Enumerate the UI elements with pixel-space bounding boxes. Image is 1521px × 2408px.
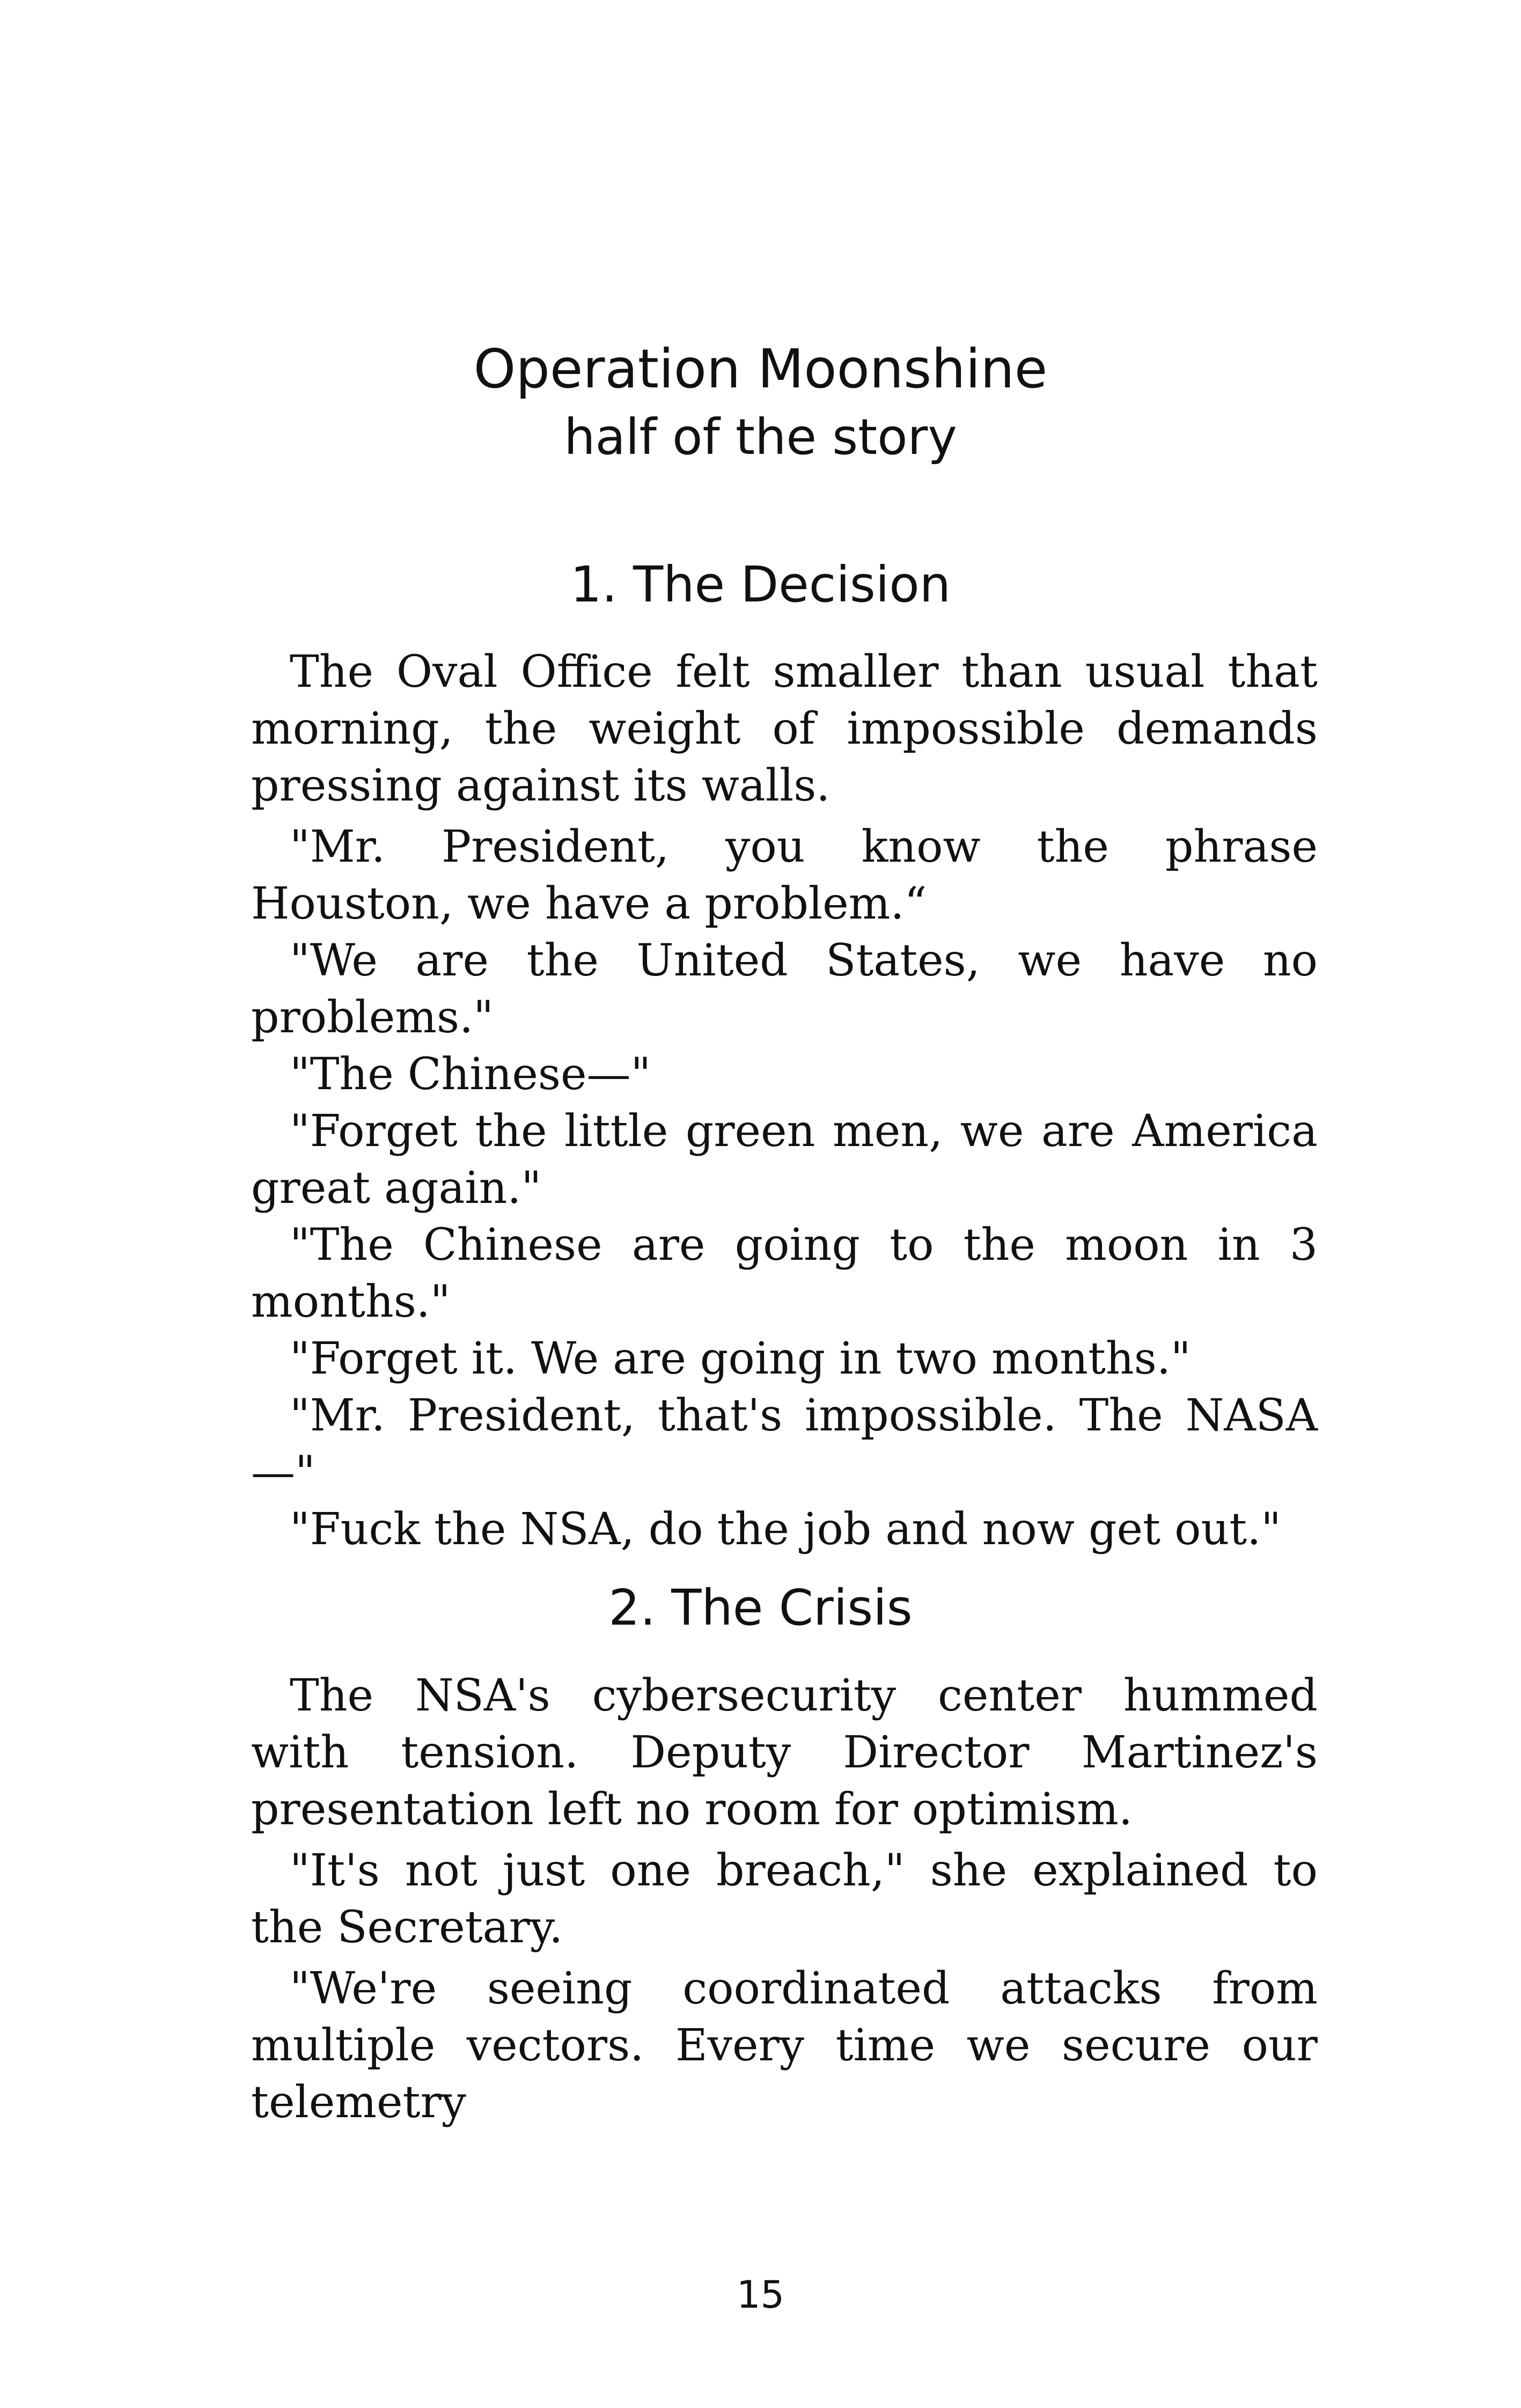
chapter-1-heading: 1. The Decision — [570, 556, 951, 613]
paragraph: "Mr. President, that's impossible. The NASA—" — [251, 1390, 1318, 1498]
paragraph: "The Chinese are going to the moon in 3 months." — [251, 1220, 1318, 1327]
book-subtitle: half of the story — [564, 408, 957, 466]
paragraph: "We're seeing coordinated attacks from multiple vectors. Every time we secure our telemetry — [251, 1963, 1318, 2128]
paragraph: The NSA's cybersecurity center hummed with tension. Deputy Director Martinez's presentation left no room for optimism. — [251, 1670, 1318, 1835]
chapter-2-body — [251, 1668, 1318, 2131]
chapter-1-body — [251, 644, 1318, 1558]
paragraph: "We are the United States, we have no problems." — [251, 935, 1318, 1043]
paragraph: "It's not just one breach," she explained to the Secretary. — [251, 1845, 1318, 1953]
paragraph: "Forget it. We are going in two months." — [290, 1333, 1191, 1384]
paragraph: "Forget the little green men, we are America great again." — [251, 1106, 1318, 1214]
paragraph: The Oval Office felt smaller than usual that morning, the weight of impossible demands pressing against its walls. — [251, 647, 1318, 811]
paragraph: "The Chinese—" — [290, 1049, 651, 1100]
chapter-2-heading: 2. The Crisis — [608, 1579, 913, 1636]
paragraph: "Fuck the NSA, do the job and now get out." — [290, 1504, 1282, 1555]
book-title: Operation Moonshine — [473, 337, 1048, 400]
page-number: 15 — [736, 2273, 785, 2317]
paragraph: "Mr. President, you know the phrase Houston, we have a problem.“ — [251, 821, 1318, 929]
